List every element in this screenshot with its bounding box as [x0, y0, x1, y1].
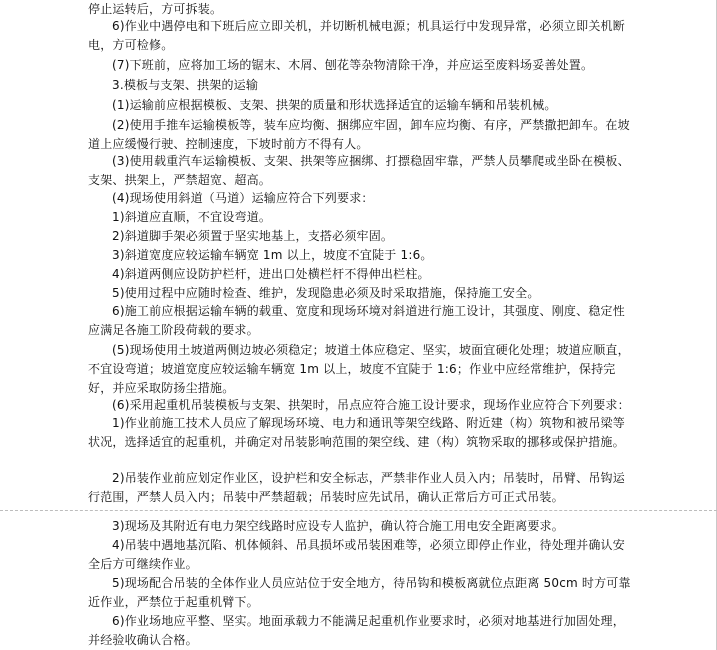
paragraph: (7)下班前，应将加工场的锯末、木屑、刨花等杂物清除干净，并应运至废料场妥善处置。 — [112, 58, 594, 72]
list-item: 4)斜道两侧应设防护栏杆，进出口处横栏杆不得伸出栏柱。 — [112, 267, 430, 281]
list-item: 3)斜道宽度应较运输车辆宽 1m 以上，坡度不宜陡于 1:6。 — [112, 248, 433, 262]
paragraph: (5)现场使用土坡道两侧边坡必须稳定；坡道土体应稳定、坚实，坡面宜硬化处理；坡道应顺直，不宜设弯道；坡道宽度应较运输车辆宽 1m 以上，坡度不宜陡于 1:6；作业中应经常维护，保持完好，并应采取防扬尘措施。 — [88, 343, 630, 395]
list-item: 1)作业前施工技术人员应了解现场环境、电力和通讯等架空线路、附近建（构）筑物和被吊梁等状况，选择适宜的起重机，并确定对吊装影响范围的架空线、建（构）筑物采取的挪移或保护措施。 — [88, 416, 625, 449]
section-heading: 3.模板与支架、拱架的运输 — [112, 78, 259, 92]
list-item: 6)施工前应根据运输车辆的载重、宽度和现场环境对斜道进行施工设计，其强度、刚度、稳定性应满足各施工阶段荷载的要求。 — [88, 304, 625, 337]
paragraph: (4)现场使用斜道（马道）运输应符合下列要求： — [112, 191, 374, 205]
list-item: 5)使用过程中应随时检查、维护，发现隐患必须及时采取措施，保持施工安全。 — [112, 286, 540, 300]
list-item: 3)现场及其附近有电力架空线路时应设专人监护，确认符合施工用电安全距离要求。 — [112, 519, 564, 533]
list-item: 2)斜道脚手架必须置于坚实地基上，支搭必须牢固。 — [112, 229, 394, 243]
list-item: 2)吊装作业前应划定作业区，设护栏和安全标志，严禁非作业人员入内；吊装时，吊臂、吊钩运行范围，严禁人员入内；吊装中严禁超载；吊装时应先试吊，确认正常后方可正式吊装。 — [88, 471, 625, 504]
paragraph: 6)作业中遇停电和下班后应立即关机，并切断机械电源；机具运行中发现异常，必须立即关机断电，方可检修。 — [88, 19, 625, 52]
paragraph: (3)使用载重汽车运输模板、支架、拱架等应捆绑、打摽稳固牢靠，严禁人员攀爬或坐卧在模板、支架、拱架上，严禁超宽、超高。 — [88, 154, 630, 187]
paragraph: (6)采用起重机吊装模板与支架、拱架时，吊点应符合施工设计要求，现场作业应符合下列要求： — [112, 398, 630, 412]
list-item: 6)作业场地应平整、坚实。地面承载力不能满足起重机作业要求时，必须对地基进行加固处理，并经验收确认合格。 — [88, 614, 625, 647]
paragraph: (2)使用手推车运输模板等，装车应均衡、捆绑应牢固，卸车应均衡、有序，严禁撒把卸车。在坡道上应缓慢行驶、控制速度，下坡时前方不得有人。 — [88, 118, 630, 151]
list-item: 5)现场配合吊装的全体作业人员应站位于安全地方，待吊钩和模板离就位点距离 50cm 时方可靠近作业，严禁位于起重机臂下。 — [88, 576, 631, 609]
page-break — [0, 510, 717, 511]
list-item: 4)吊装中遇地基沉陷、机体倾斜、吊具损坏或吊装困难等，必须立即停止作业，待处理并确认安全后方可继续作业。 — [88, 538, 625, 571]
list-item: 1)斜道应直顺，不宜设弯道。 — [112, 210, 272, 224]
paragraph: 停止运转后，方可拆装。 — [88, 2, 223, 16]
paragraph: (1)运输前应根据模板、支架、拱架的质量和形状选择适宜的运输车辆和吊装机械。 — [112, 98, 557, 112]
